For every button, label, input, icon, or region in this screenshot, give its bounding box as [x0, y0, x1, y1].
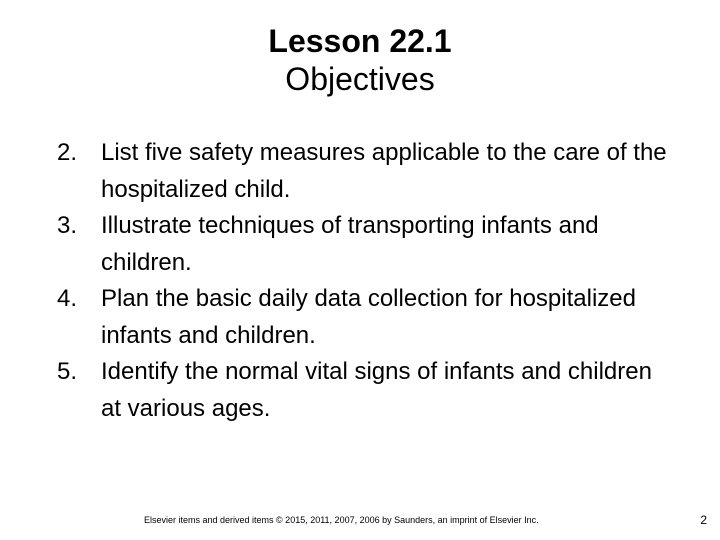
objective-number: 5. — [57, 358, 78, 385]
objective-text: List five safety measures applicable to the care of the hospitalized child. — [101, 139, 667, 203]
objective-item — [57, 135, 677, 208]
page-number: 2 — [700, 513, 707, 527]
objective-number: 4. — [57, 285, 78, 312]
objective-number: 3. — [57, 212, 78, 239]
slide-footer — [0, 513, 720, 529]
title-block — [0, 22, 720, 98]
objective-number: 2. — [57, 139, 78, 166]
objective-text: Plan the basic daily data collection for hospitalized infants and children. — [101, 285, 636, 349]
objective-text: Illustrate techniques of transporting infants and children. — [101, 212, 599, 276]
copyright-notice: Elsevier items and derived items © 2015, 2011, 2007, 2006 by Saunders, an imprint of Elsevier Inc. — [144, 515, 539, 525]
objective-item — [57, 281, 677, 354]
objectives-list — [57, 135, 677, 427]
objectives-heading: Objectives — [285, 61, 435, 97]
lesson-title: Lesson 22.1 — [268, 23, 452, 59]
objective-item — [57, 354, 677, 427]
objective-item — [57, 208, 677, 281]
objective-text: Identify the normal vital signs of infants and children at various ages. — [101, 358, 652, 422]
